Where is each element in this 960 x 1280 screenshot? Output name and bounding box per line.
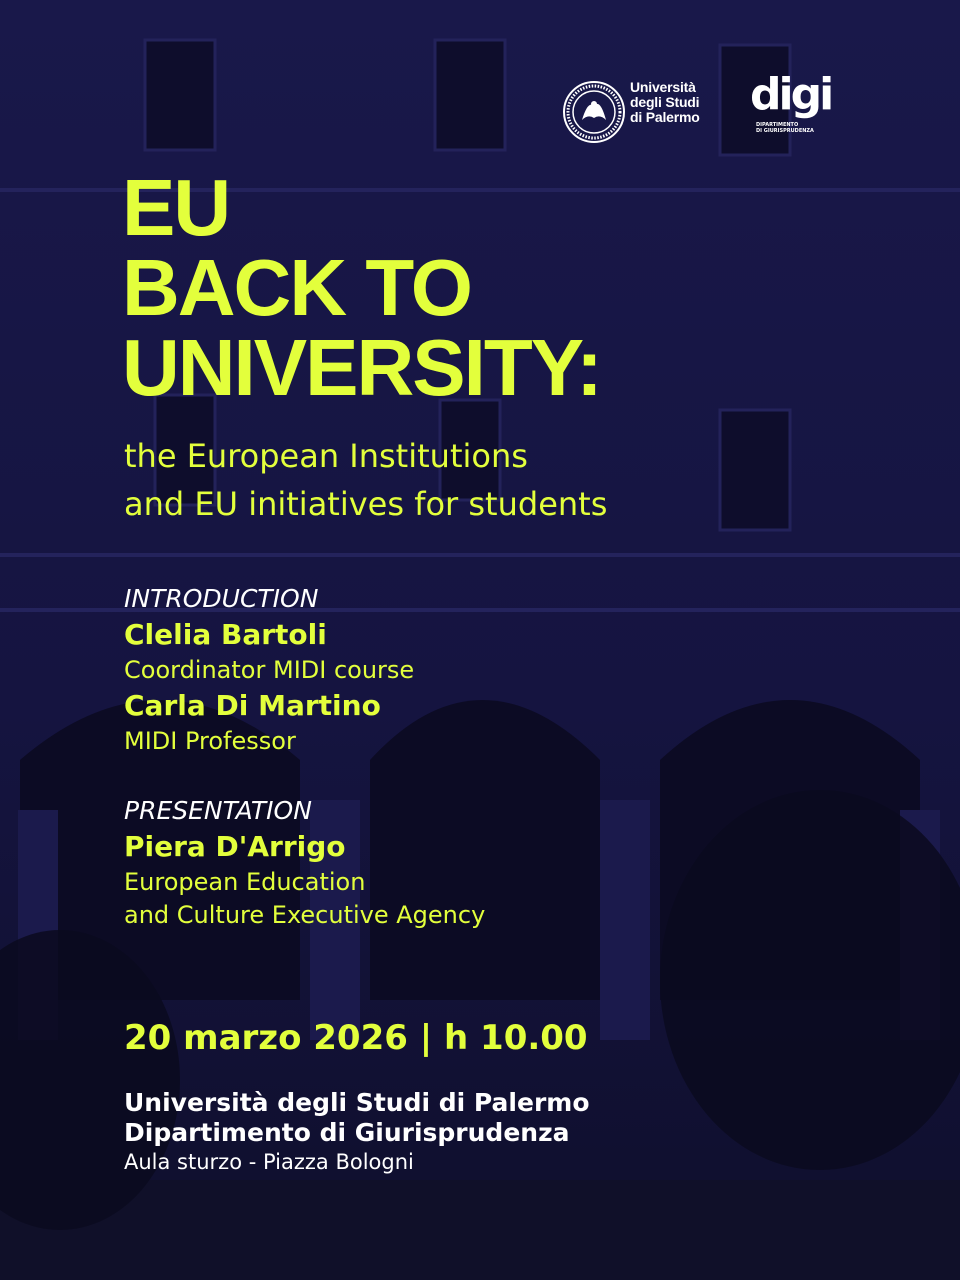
speaker-role: Coordinator MIDI course: [124, 656, 415, 684]
speaker-name: Clelia Bartoli: [124, 618, 327, 651]
university-logo-text: [630, 80, 700, 125]
department-sub-line-2: DI GIURISPRUDENZA: [756, 128, 814, 134]
university-line-3: di Palermo: [630, 109, 700, 125]
event-title: [122, 163, 601, 412]
speaker-role: MIDI Professor: [124, 727, 296, 755]
department-logo-subtitle: [756, 122, 836, 134]
presenter-role-line-2: and Culture Executive Agency: [124, 901, 486, 929]
speaker-name: Carla Di Martino: [124, 689, 381, 722]
university-line-2: degli Studi: [630, 94, 700, 110]
presentation-section: [124, 794, 485, 932]
department-logo-word: digi: [750, 69, 832, 120]
event-subtitle: [124, 432, 607, 528]
venue-line-2: Dipartimento di Giurisprudenza: [124, 1118, 570, 1147]
title-line-2: BACK TO: [122, 243, 471, 332]
title-line-1: EU: [122, 163, 230, 252]
event-datetime: 20 marzo 2026 | h 10.00: [124, 1018, 588, 1058]
university-seal-icon: [562, 80, 626, 144]
introduction-section: [124, 582, 414, 758]
venue-room: Aula sturzo - Piazza Bologni: [124, 1150, 414, 1174]
subtitle-line-1: the European Institutions: [124, 437, 528, 475]
venue-line-1: Università degli Studi di Palermo: [124, 1088, 590, 1117]
presenter-name: Piera D'Arrigo: [124, 830, 346, 863]
presentation-label: PRESENTATION: [124, 796, 312, 825]
event-venue: [124, 1088, 590, 1176]
logo-bar: [560, 69, 850, 156]
department-logo: [750, 69, 846, 146]
subtitle-line-2: and EU initiatives for students: [124, 485, 608, 523]
department-sub-line-1: DIPARTIMENTO: [756, 122, 799, 128]
introduction-label: INTRODUCTION: [124, 584, 319, 613]
university-line-1: Università: [630, 79, 696, 95]
presenter-role-line-1: European Education: [124, 868, 366, 896]
title-line-3: UNIVERSITY:: [122, 323, 601, 412]
